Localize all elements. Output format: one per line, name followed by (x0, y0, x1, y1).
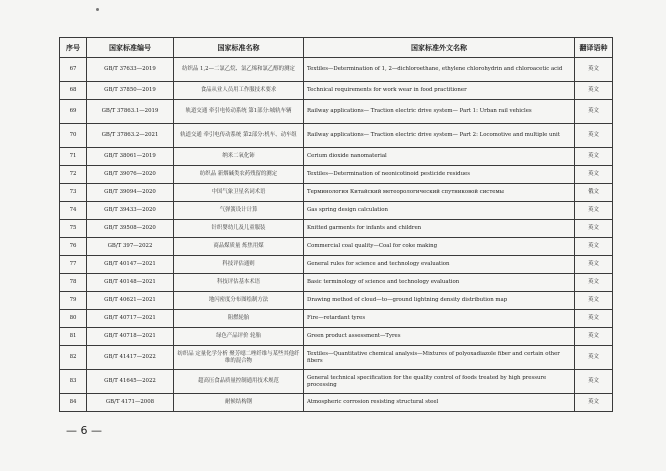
table-row (60, 394, 613, 412)
table-row (60, 166, 613, 184)
cell-name-foreign: Fire—retardant tyres (304, 310, 575, 328)
cell-code: GB/T 39076—2020 (87, 166, 174, 184)
cell-language: 英文 (575, 148, 613, 166)
cell-language: 英文 (575, 292, 613, 310)
table-row (60, 124, 613, 148)
cell-no: 82 (60, 346, 87, 370)
cell-no: 71 (60, 148, 87, 166)
cell-no: 67 (60, 58, 87, 82)
cell-name-foreign: Drawing method of cloud—to—ground lightning density distribution map (304, 292, 575, 310)
cell-no: 68 (60, 82, 87, 100)
cell-name-cn: 绿色产品评价 轮胎 (174, 328, 304, 346)
cell-no: 73 (60, 184, 87, 202)
cell-language: 英文 (575, 166, 613, 184)
table-row (60, 370, 613, 394)
table-row (60, 202, 613, 220)
table-row (60, 100, 613, 124)
cell-no: 80 (60, 310, 87, 328)
cell-no: 70 (60, 124, 87, 148)
cell-no: 78 (60, 274, 87, 292)
cell-language: 英文 (575, 346, 613, 370)
cell-name-foreign: Atmospheric corrosion resisting structural steel (304, 394, 575, 412)
header-name-foreign: 国家标准外文名称 (304, 38, 575, 58)
cell-language: 英文 (575, 202, 613, 220)
cell-name-cn: 纺织品 1,2—二氯乙烷、氯乙烯和氯乙醇的测定 (174, 58, 304, 82)
cell-code: GB/T 40148—2021 (87, 274, 174, 292)
cell-code: GB/T 39094—2020 (87, 184, 174, 202)
cell-name-cn: 阻燃轮胎 (174, 310, 304, 328)
cell-code: GB/T 37863.1—2019 (87, 100, 174, 124)
cell-name-cn: 轨道交通 牵引电传动系统 第2部分:机车、动车组 (174, 124, 304, 148)
cell-code: GB/T 37850—2019 (87, 82, 174, 100)
cell-name-cn: 超高压食品质量控制通用技术规范 (174, 370, 304, 394)
cell-code: GB/T 39433—2020 (87, 202, 174, 220)
cell-code: GB/T 4171—2008 (87, 394, 174, 412)
cell-name-cn: 食品从业人员用工作服技术要求 (174, 82, 304, 100)
cell-code: GB/T 37633—2019 (87, 58, 174, 82)
cell-code: GB/T 397—2022 (87, 238, 174, 256)
cell-name-cn: 科技评估通则 (174, 256, 304, 274)
cell-no: 81 (60, 328, 87, 346)
cell-no: 69 (60, 100, 87, 124)
cell-language: 英文 (575, 124, 613, 148)
cell-language: 英文 (575, 82, 613, 100)
cell-name-foreign: Railway applications— Traction electric drive system— Part 1: Urban rail vehicles (304, 100, 575, 124)
cell-language: 俄文 (575, 184, 613, 202)
cell-code: GB/T 40718—2021 (87, 328, 174, 346)
cell-name-cn: 耐候结构钢 (174, 394, 304, 412)
table-row (60, 292, 613, 310)
cell-name-cn: 中国气象卫星名词术语 (174, 184, 304, 202)
table-row (60, 274, 613, 292)
cell-code: GB/T 39508—2020 (87, 220, 174, 238)
header-code: 国家标准编号 (87, 38, 174, 58)
cell-language: 英文 (575, 274, 613, 292)
cell-no: 79 (60, 292, 87, 310)
cell-name-cn: 地闪密度分布图绘制方法 (174, 292, 304, 310)
cell-name-foreign: Technical requirements for work wear in food practitioner (304, 82, 575, 100)
table-row (60, 328, 613, 346)
cell-no: 84 (60, 394, 87, 412)
table-header-row (60, 38, 613, 58)
table-row (60, 82, 613, 100)
table-row (60, 256, 613, 274)
cell-name-foreign: General rules for science and technology evaluation (304, 256, 575, 274)
cell-no: 75 (60, 220, 87, 238)
cell-name-foreign: Knitted garments for infants and children (304, 220, 575, 238)
cell-name-foreign: Railway applications— Traction electric drive system— Part 2: Locomotive and multiple unit (304, 124, 575, 148)
cell-name-foreign: General technical specification for the quality control of foods treated by high pressure processing (304, 370, 575, 394)
cell-language: 英文 (575, 58, 613, 82)
header-no: 序号 (60, 38, 87, 58)
table-row (60, 148, 613, 166)
table-row (60, 310, 613, 328)
scan-speck (96, 8, 99, 11)
cell-no: 72 (60, 166, 87, 184)
cell-name-foreign: Commercial coal quality—Coal for coke making (304, 238, 575, 256)
cell-no: 77 (60, 256, 87, 274)
cell-code: GB/T 40147—2021 (87, 256, 174, 274)
cell-name-cn: 轨道交通 牵引电传动系统 第1部分:城轨车辆 (174, 100, 304, 124)
cell-name-foreign: Терминология Китайский метеорологический спутниковой системы (304, 184, 575, 202)
cell-code: GB/T 37863.2—2021 (87, 124, 174, 148)
header-name-cn: 国家标准名称 (174, 38, 304, 58)
cell-no: 74 (60, 202, 87, 220)
cell-language: 英文 (575, 394, 613, 412)
cell-name-foreign: Gas spring design calculation (304, 202, 575, 220)
cell-no: 83 (60, 370, 87, 394)
table-row (60, 58, 613, 82)
cell-code: GB/T 40621—2021 (87, 292, 174, 310)
cell-code: GB/T 41417—2022 (87, 346, 174, 370)
cell-name-cn: 纳米二氧化铈 (174, 148, 304, 166)
cell-name-cn: 针织婴幼儿及儿童服装 (174, 220, 304, 238)
standards-table (59, 37, 613, 412)
cell-language: 英文 (575, 256, 613, 274)
table-row (60, 238, 613, 256)
table-row (60, 346, 613, 370)
cell-name-foreign: Textiles—Quantitative chemical analysis—Mixtures of polyoxadiazole fiber and certain other fibers (304, 346, 575, 370)
cell-language: 英文 (575, 100, 613, 124)
cell-language: 英文 (575, 370, 613, 394)
header-language: 翻译语种 (575, 38, 613, 58)
cell-language: 英文 (575, 328, 613, 346)
cell-name-cn: 商品煤质量 炼焦用煤 (174, 238, 304, 256)
cell-name-foreign: Textiles—Determination of neonicotinoid pesticide residues (304, 166, 575, 184)
cell-language: 英文 (575, 310, 613, 328)
cell-name-cn: 气弹簧设计计算 (174, 202, 304, 220)
table-row (60, 220, 613, 238)
cell-code: GB/T 40717—2021 (87, 310, 174, 328)
cell-name-cn: 科技评估基本术语 (174, 274, 304, 292)
page-number: — 6 — (66, 424, 102, 437)
cell-no: 76 (60, 238, 87, 256)
cell-name-foreign: Basic terminology of science and technology evaluation (304, 274, 575, 292)
cell-name-foreign: Textiles—Determination of 1, 2—dichloroethane, ethylene chlorohydrin and chloroacetic acid (304, 58, 575, 82)
cell-name-cn: 纺织品 新烟碱类农药残留的测定 (174, 166, 304, 184)
cell-code: GB/T 41645—2022 (87, 370, 174, 394)
cell-code: GB/T 38061—2019 (87, 148, 174, 166)
cell-language: 英文 (575, 220, 613, 238)
table-row (60, 184, 613, 202)
cell-name-cn: 纺织品 定量化学分析 聚芳噁二唑纤维与某些其他纤维的混合物 (174, 346, 304, 370)
cell-language: 英文 (575, 238, 613, 256)
cell-name-foreign: Green product assessment—Tyres (304, 328, 575, 346)
cell-name-foreign: Cerium dioxide nanomaterial (304, 148, 575, 166)
